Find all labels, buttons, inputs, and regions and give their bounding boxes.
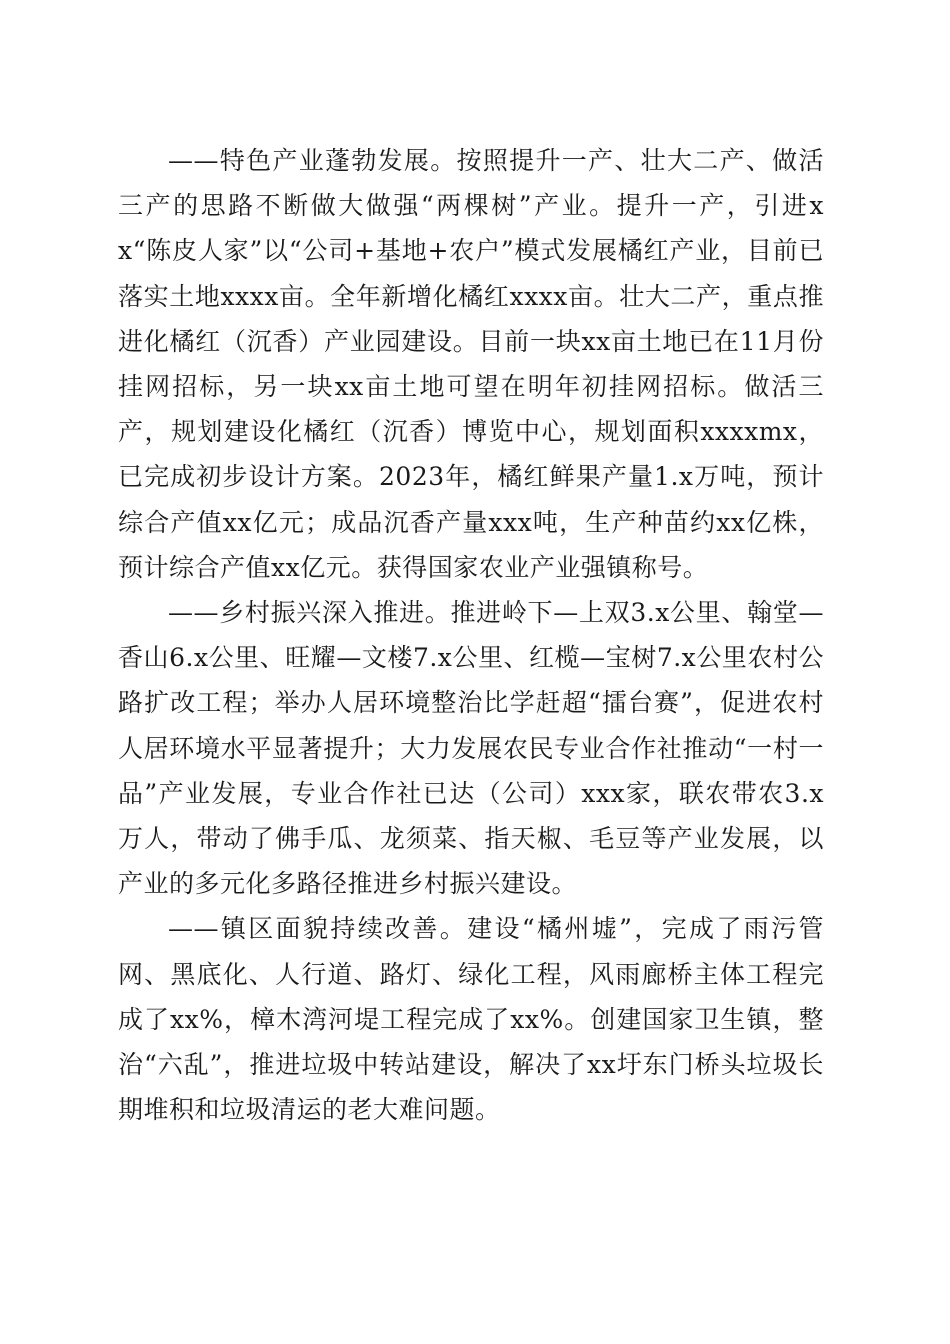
paragraph-rural-revitalization: ——乡村振兴深入推进。推进岭下—上双3.x公里、翰堂—香山6.x公里、旺耀—文楼7.x公里、红榄—宝树7.x公里农村公路扩改工程；举办人居环境整治比学赶超“擂台赛”，促进农村人居环境水平显著提升；大力发展农民专业合作社推动“一村一品”产业发展，专业合作社已达（公司）xxx家，联农带农3.x万人，带动了佛手瓜、龙须菜、指天椒、毛豆等产业发展，以产业的多元化多路径推进乡村振兴建设。 [118,598,824,899]
paragraph-town-appearance: ——镇区面貌持续改善。建设“橘州墟”，完成了雨污管网、黑底化、人行道、路灯、绿化工程，风雨廊桥主体工程完成了xx%，樟木湾河堤工程完成了xx%。创建国家卫生镇，整治“六乱”，推进垃圾中转站建设，解决了xx圩东门桥头垃圾长期堆积和垃圾清运的老大难问题。 [118,914,824,1125]
paragraph-specialty-industry: ——特色产业蓬勃发展。按照提升一产、壮大二产、做活三产的思路不断做大做强“两棵树”产业。提升一产，引进xx“陈皮人家”以“公司+基地+农户”模式发展橘红产业，目前已落实土地xxxx亩。全年新增化橘红xxxx亩。壮大二产，重点推进化橘红（沉香）产业园建设。目前一块xx亩土地已在11月份挂网招标，另一块xx亩土地可望在明年初挂网招标。做活三产，规划建设化橘红（沉香）博览中心，规划面积xxxxmx，已完成初步设计方案。2023年，橘红鲜果产量1.x万吨，预计综合产值xx亿元；成品沉香产量xxx吨，生产种苗约xx亿株，预计综合产值xx亿元。获得国家农业产业强镇称号。 [118,146,824,582]
document-body [118,138,824,1132]
